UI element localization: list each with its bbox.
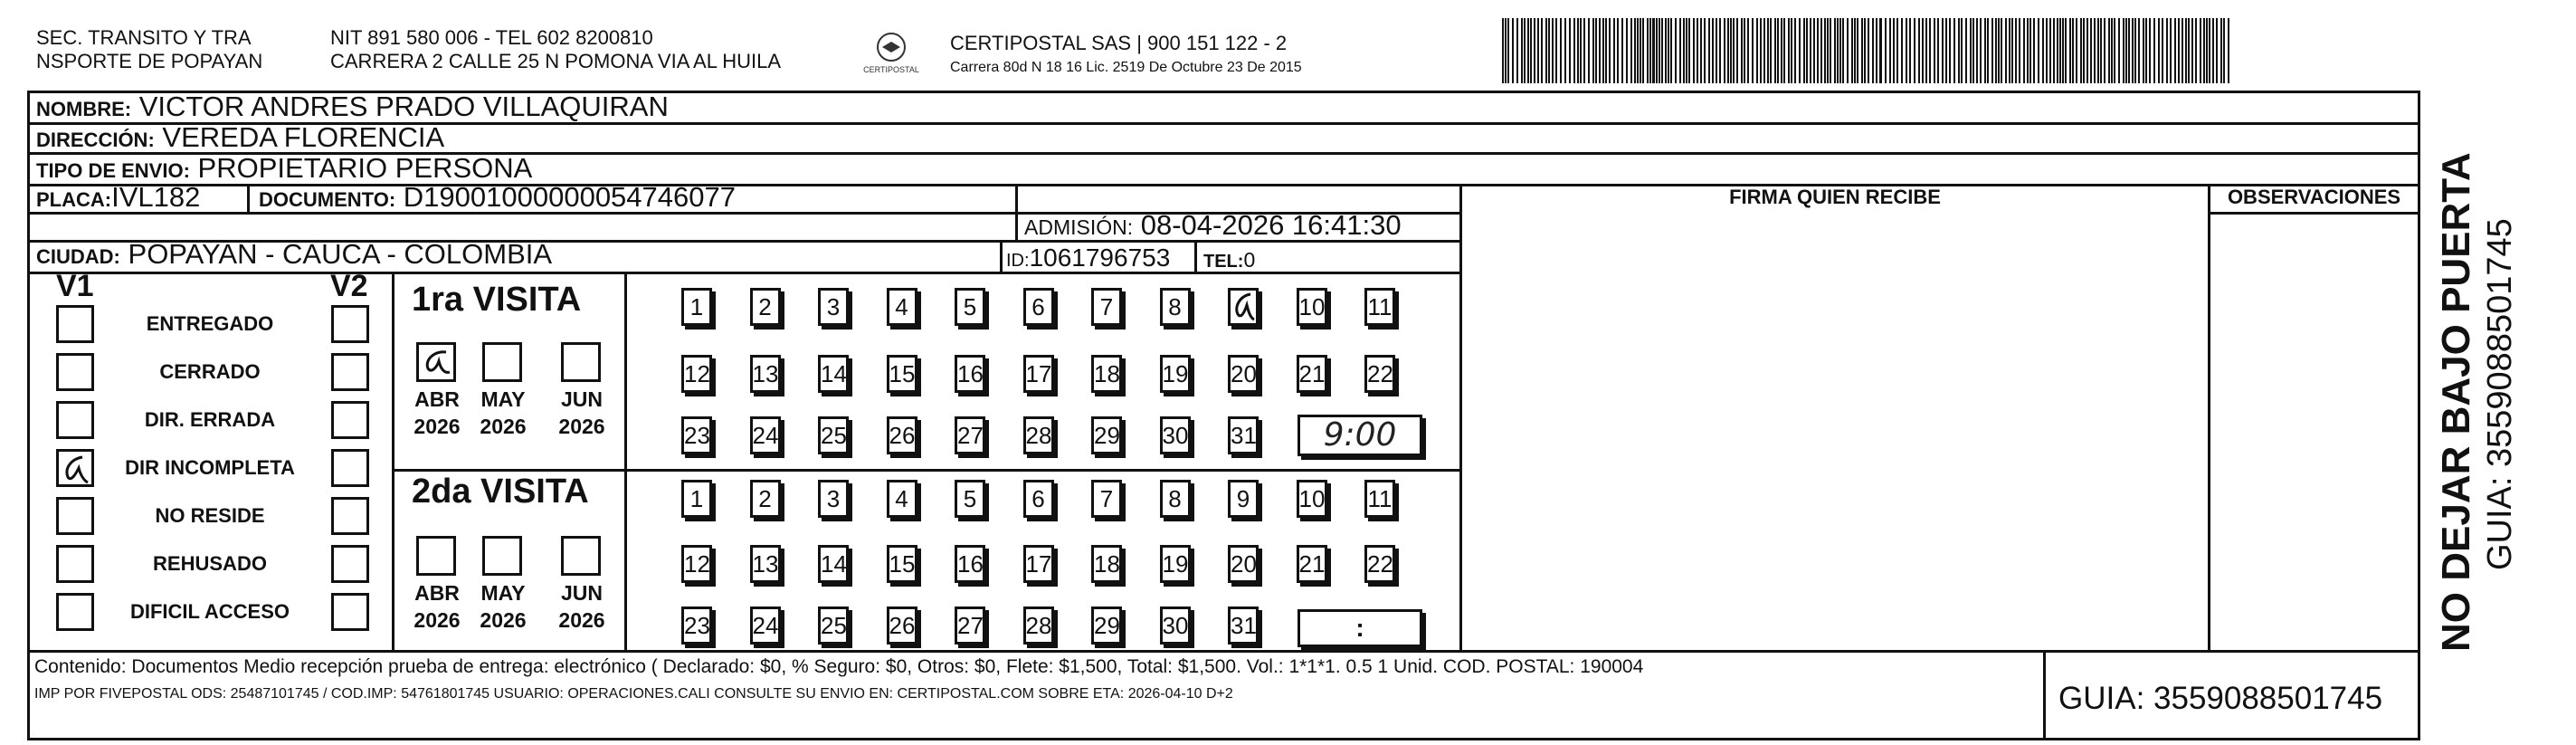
tel-field <box>1203 244 1255 277</box>
check-mark-icon <box>59 452 91 484</box>
visit2-day-box[interactable]: 23 <box>681 607 712 645</box>
visit1-day-box[interactable]: 6 <box>1023 288 1054 326</box>
visit1-day-box[interactable]: 14 <box>818 355 849 393</box>
visit2-day-box[interactable]: 21 <box>1297 545 1327 583</box>
visit2-time-value: : <box>1355 614 1364 642</box>
visit2-day-box[interactable]: 1 <box>681 480 712 518</box>
visit1-day-box[interactable]: 26 <box>887 416 917 454</box>
visit2-month-checkbox[interactable] <box>561 536 601 576</box>
visit2-day-box[interactable]: 30 <box>1160 607 1191 645</box>
visit2-day-box[interactable]: 5 <box>955 480 985 518</box>
entity-name-line1: SEC. TRANSITO Y TRA <box>36 26 252 49</box>
visit2-day-box[interactable]: 28 <box>1023 607 1054 645</box>
documento-label: DOCUMENTO: <box>259 188 396 211</box>
nombre-label: NOMBRE: <box>36 98 132 120</box>
documento-field <box>259 182 736 215</box>
status-v2-checkbox[interactable] <box>331 449 369 487</box>
visit1-day-box[interactable]: 10 <box>1297 288 1327 326</box>
company-address: Carrera 80d N 18 16 Lic. 2519 De Octubre 23 De 2015 <box>950 60 1302 75</box>
month-name: MAY <box>480 581 526 605</box>
status-v1-checkbox[interactable] <box>56 353 94 391</box>
certipostal-logo <box>851 31 932 76</box>
documento-value: D19001000000054746077 <box>403 181 736 213</box>
barcode-icon <box>1502 18 2235 91</box>
month-year: 2026 <box>558 608 605 632</box>
status-v1-checkbox[interactable] <box>56 497 94 535</box>
status-v1-checkbox[interactable] <box>56 545 94 583</box>
visit2-day-box[interactable]: 26 <box>887 607 917 645</box>
observaciones-label: OBSERVACIONES <box>2227 186 2401 208</box>
visit2-month-checkbox[interactable] <box>416 536 456 576</box>
visit2-day-box[interactable]: 16 <box>955 545 985 583</box>
visit1-month-label <box>554 386 610 440</box>
visit1-day-box[interactable]: 27 <box>955 416 985 454</box>
visit2-month-label <box>475 579 531 634</box>
visit2-month-label <box>409 579 465 634</box>
entity-name-line2: NSPORTE DE POPAYAN <box>36 50 263 72</box>
visit1-day-box[interactable]: 11 <box>1364 288 1395 326</box>
visit1-day-box[interactable]: 4 <box>887 288 917 326</box>
tel-value: 0 <box>1243 248 1256 272</box>
status-v2-checkbox[interactable] <box>331 593 369 631</box>
visit2-month-label <box>554 579 610 634</box>
visit2-day-box[interactable]: 4 <box>887 480 917 518</box>
status-label: NO RESIDE <box>155 504 265 527</box>
ciudad-value: POPAYAN - CAUCA - COLOMBIA <box>128 238 553 270</box>
status-label: DIR INCOMPLETA <box>125 456 295 479</box>
direccion-field <box>36 122 444 156</box>
visit1-day-box[interactable]: 3 <box>818 288 849 326</box>
observaciones-area[interactable] <box>2213 217 2414 643</box>
visit1-month-label <box>409 386 465 440</box>
admision-label: ADMISIÓN: <box>1024 215 1134 239</box>
visit2-day-box[interactable]: 22 <box>1364 545 1395 583</box>
visit1-day-box[interactable]: 22 <box>1364 355 1395 393</box>
visit1-day-box[interactable]: 8 <box>1160 288 1191 326</box>
visit1-day-box[interactable] <box>1228 288 1259 326</box>
visit1-day-box[interactable]: 24 <box>750 416 781 454</box>
visit1-day-box[interactable]: 13 <box>750 355 781 393</box>
visit1-day-box[interactable]: 2 <box>750 288 781 326</box>
direccion-label: DIRECCIÓN: <box>36 129 155 151</box>
visit2-day-box[interactable]: 3 <box>818 480 849 518</box>
id-value: 1061796753 <box>1029 244 1171 272</box>
status-v2-checkbox[interactable] <box>331 305 369 343</box>
status-label: DIR. ERRADA <box>144 408 276 431</box>
visit1-day-box[interactable]: 5 <box>955 288 985 326</box>
visit1-day-box[interactable]: 16 <box>955 355 985 393</box>
visit1-month-checkbox[interactable] <box>561 342 601 382</box>
month-name: MAY <box>480 387 526 411</box>
status-label: DIFICIL ACCESO <box>129 600 290 623</box>
visit1-day-box[interactable]: 12 <box>681 355 712 393</box>
visit1-day-box[interactable]: 25 <box>818 416 849 454</box>
visit1-month-checkbox[interactable] <box>482 342 522 382</box>
firma-label: FIRMA QUIEN RECIBE <box>1729 186 1941 208</box>
imp-line: IMP POR FIVEPOSTAL ODS: 25487101745 / COD.IMP: 54761801745 USUARIO: OPERACIONES.CALI CONSULTE SU ENVIO EN: CERTIPOSTAL.COM SOBRE ETA: 2026-04-10 D+2 <box>34 686 1233 702</box>
visit1-month-label <box>475 386 531 440</box>
placa-field <box>36 182 200 215</box>
month-name: JUN <box>560 581 603 605</box>
visit1-day-box[interactable]: 1 <box>681 288 712 326</box>
visit2-day-box[interactable]: 20 <box>1228 545 1259 583</box>
visit2-day-box[interactable]: 29 <box>1091 607 1122 645</box>
visit2-month-checkbox[interactable] <box>482 536 522 576</box>
visit1-month-checkbox[interactable] <box>416 342 456 382</box>
visit2-day-box[interactable]: 8 <box>1160 480 1191 518</box>
visit2-day-box[interactable]: 24 <box>750 607 781 645</box>
logo-icon <box>851 31 932 76</box>
month-year: 2026 <box>413 415 461 438</box>
contenido-line: Contenido: Documentos Medio recepción prueba de entrega: electrónico ( Declarado: $0, % Seguro: $0, Otros: $0, Flete: $1,500, Total: $1,500. Vol.: 1*1*1. 0.5 1 Unid. COD. POSTAL: 190004 <box>34 656 1644 677</box>
visit2-day-box[interactable]: 13 <box>750 545 781 583</box>
check-mark-icon <box>419 345 453 379</box>
company-line: CERTIPOSTAL SAS | 900 151 122 - 2 <box>950 32 1288 54</box>
footer-guia: GUIA: 3559088501745 <box>2058 681 2383 716</box>
month-year: 2026 <box>480 608 527 632</box>
visit1-day-box[interactable]: 19 <box>1160 355 1191 393</box>
visit2-day-box[interactable]: 31 <box>1228 607 1259 645</box>
visit1-day-box[interactable]: 7 <box>1091 288 1122 326</box>
month-year: 2026 <box>413 608 461 632</box>
status-label: CERRADO <box>159 360 261 383</box>
month-year: 2026 <box>558 415 605 438</box>
logo-text: CERTIPOSTAL <box>863 65 919 74</box>
status-v1-checkbox[interactable] <box>56 449 94 487</box>
status-label: ENTREGADO <box>146 312 274 335</box>
visit2-day-box[interactable]: 14 <box>818 545 849 583</box>
visit1-title: 1ra VISITA <box>412 281 582 319</box>
admision-value: 08-04-2026 16:41:30 <box>1140 209 1402 241</box>
status-v1-checkbox[interactable] <box>56 401 94 439</box>
visit1-day-box[interactable]: 15 <box>887 355 917 393</box>
status-v1-checkbox[interactable] <box>56 305 94 343</box>
status-v2-checkbox[interactable] <box>331 353 369 391</box>
visit1-day-box[interactable]: 17 <box>1023 355 1054 393</box>
direccion-value: VEREDA FLORENCIA <box>162 121 445 153</box>
visit1-day-box[interactable]: 18 <box>1091 355 1122 393</box>
nombre-field <box>36 91 669 125</box>
ciudad-field <box>36 239 552 272</box>
visit2-day-box[interactable]: 25 <box>818 607 849 645</box>
month-name: ABR <box>414 387 460 411</box>
status-v2-checkbox[interactable] <box>331 497 369 535</box>
month-name: JUN <box>560 387 603 411</box>
admision-field <box>1024 210 1402 243</box>
check-mark-icon <box>1231 291 1256 323</box>
no-dejar-bajo-puerta: NO DEJAR BAJO PUERTA <box>2434 152 2478 652</box>
visit2-day-box[interactable]: 2 <box>750 480 781 518</box>
visit1-time-value: 9:00 <box>1323 416 1397 454</box>
month-name: ABR <box>414 581 460 605</box>
visit1-day-box[interactable]: 23 <box>681 416 712 454</box>
side-guia: GUIA: 3559088501745 <box>2481 218 2519 570</box>
placa-value: IVL182 <box>111 181 201 213</box>
nit-line: NIT 891 580 006 - TEL 602 8200810 <box>330 26 653 49</box>
v2-label: V2 <box>330 269 368 303</box>
visit2-day-box[interactable]: 6 <box>1023 480 1054 518</box>
visit1-day-box[interactable]: 28 <box>1023 416 1054 454</box>
v1-label: V1 <box>56 269 94 303</box>
id-field <box>1006 243 1170 276</box>
status-v1-checkbox[interactable] <box>56 593 94 631</box>
visit1-day-box[interactable]: 20 <box>1228 355 1259 393</box>
visit2-day-box[interactable]: 10 <box>1297 480 1327 518</box>
visit2-day-box[interactable]: 7 <box>1091 480 1122 518</box>
placa-label: PLACA: <box>36 188 112 211</box>
month-year: 2026 <box>480 415 527 438</box>
status-v2-checkbox[interactable] <box>331 401 369 439</box>
visit2-day-box[interactable]: 18 <box>1091 545 1122 583</box>
visit2-day-box[interactable]: 15 <box>887 545 917 583</box>
visit2-time-box[interactable] <box>1298 609 1422 647</box>
visit2-day-box[interactable]: 19 <box>1160 545 1191 583</box>
visit1-day-box[interactable]: 31 <box>1228 416 1259 454</box>
visit1-day-box[interactable]: 30 <box>1160 416 1191 454</box>
id-label: ID: <box>1006 251 1030 271</box>
signature-area[interactable] <box>1466 217 2203 643</box>
tipo-envio-value: PROPIETARIO PERSONA <box>197 152 533 184</box>
visit2-title: 2da VISITA <box>412 473 589 511</box>
address-line: CARRERA 2 CALLE 25 N POMONA VIA AL HUILA <box>330 50 782 72</box>
visit1-day-box[interactable]: 29 <box>1091 416 1122 454</box>
status-v2-checkbox[interactable] <box>331 545 369 583</box>
visit2-day-box[interactable]: 12 <box>681 545 712 583</box>
visit2-day-box[interactable]: 17 <box>1023 545 1054 583</box>
visit1-day-box[interactable]: 21 <box>1297 355 1327 393</box>
visit2-day-box[interactable]: 9 <box>1228 480 1259 518</box>
visit2-day-box[interactable]: 11 <box>1364 480 1395 518</box>
barcode <box>1502 18 2235 91</box>
tel-label: TEL: <box>1203 252 1244 272</box>
status-label: REHUSADO <box>153 552 267 575</box>
nombre-value: VICTOR ANDRES PRADO VILLAQUIRAN <box>138 91 669 122</box>
visit2-day-box[interactable]: 27 <box>955 607 985 645</box>
tipo-envio-label: TIPO DE ENVIO: <box>36 159 190 182</box>
visit1-time-box[interactable] <box>1298 415 1422 456</box>
ciudad-label: CIUDAD: <box>36 245 120 268</box>
